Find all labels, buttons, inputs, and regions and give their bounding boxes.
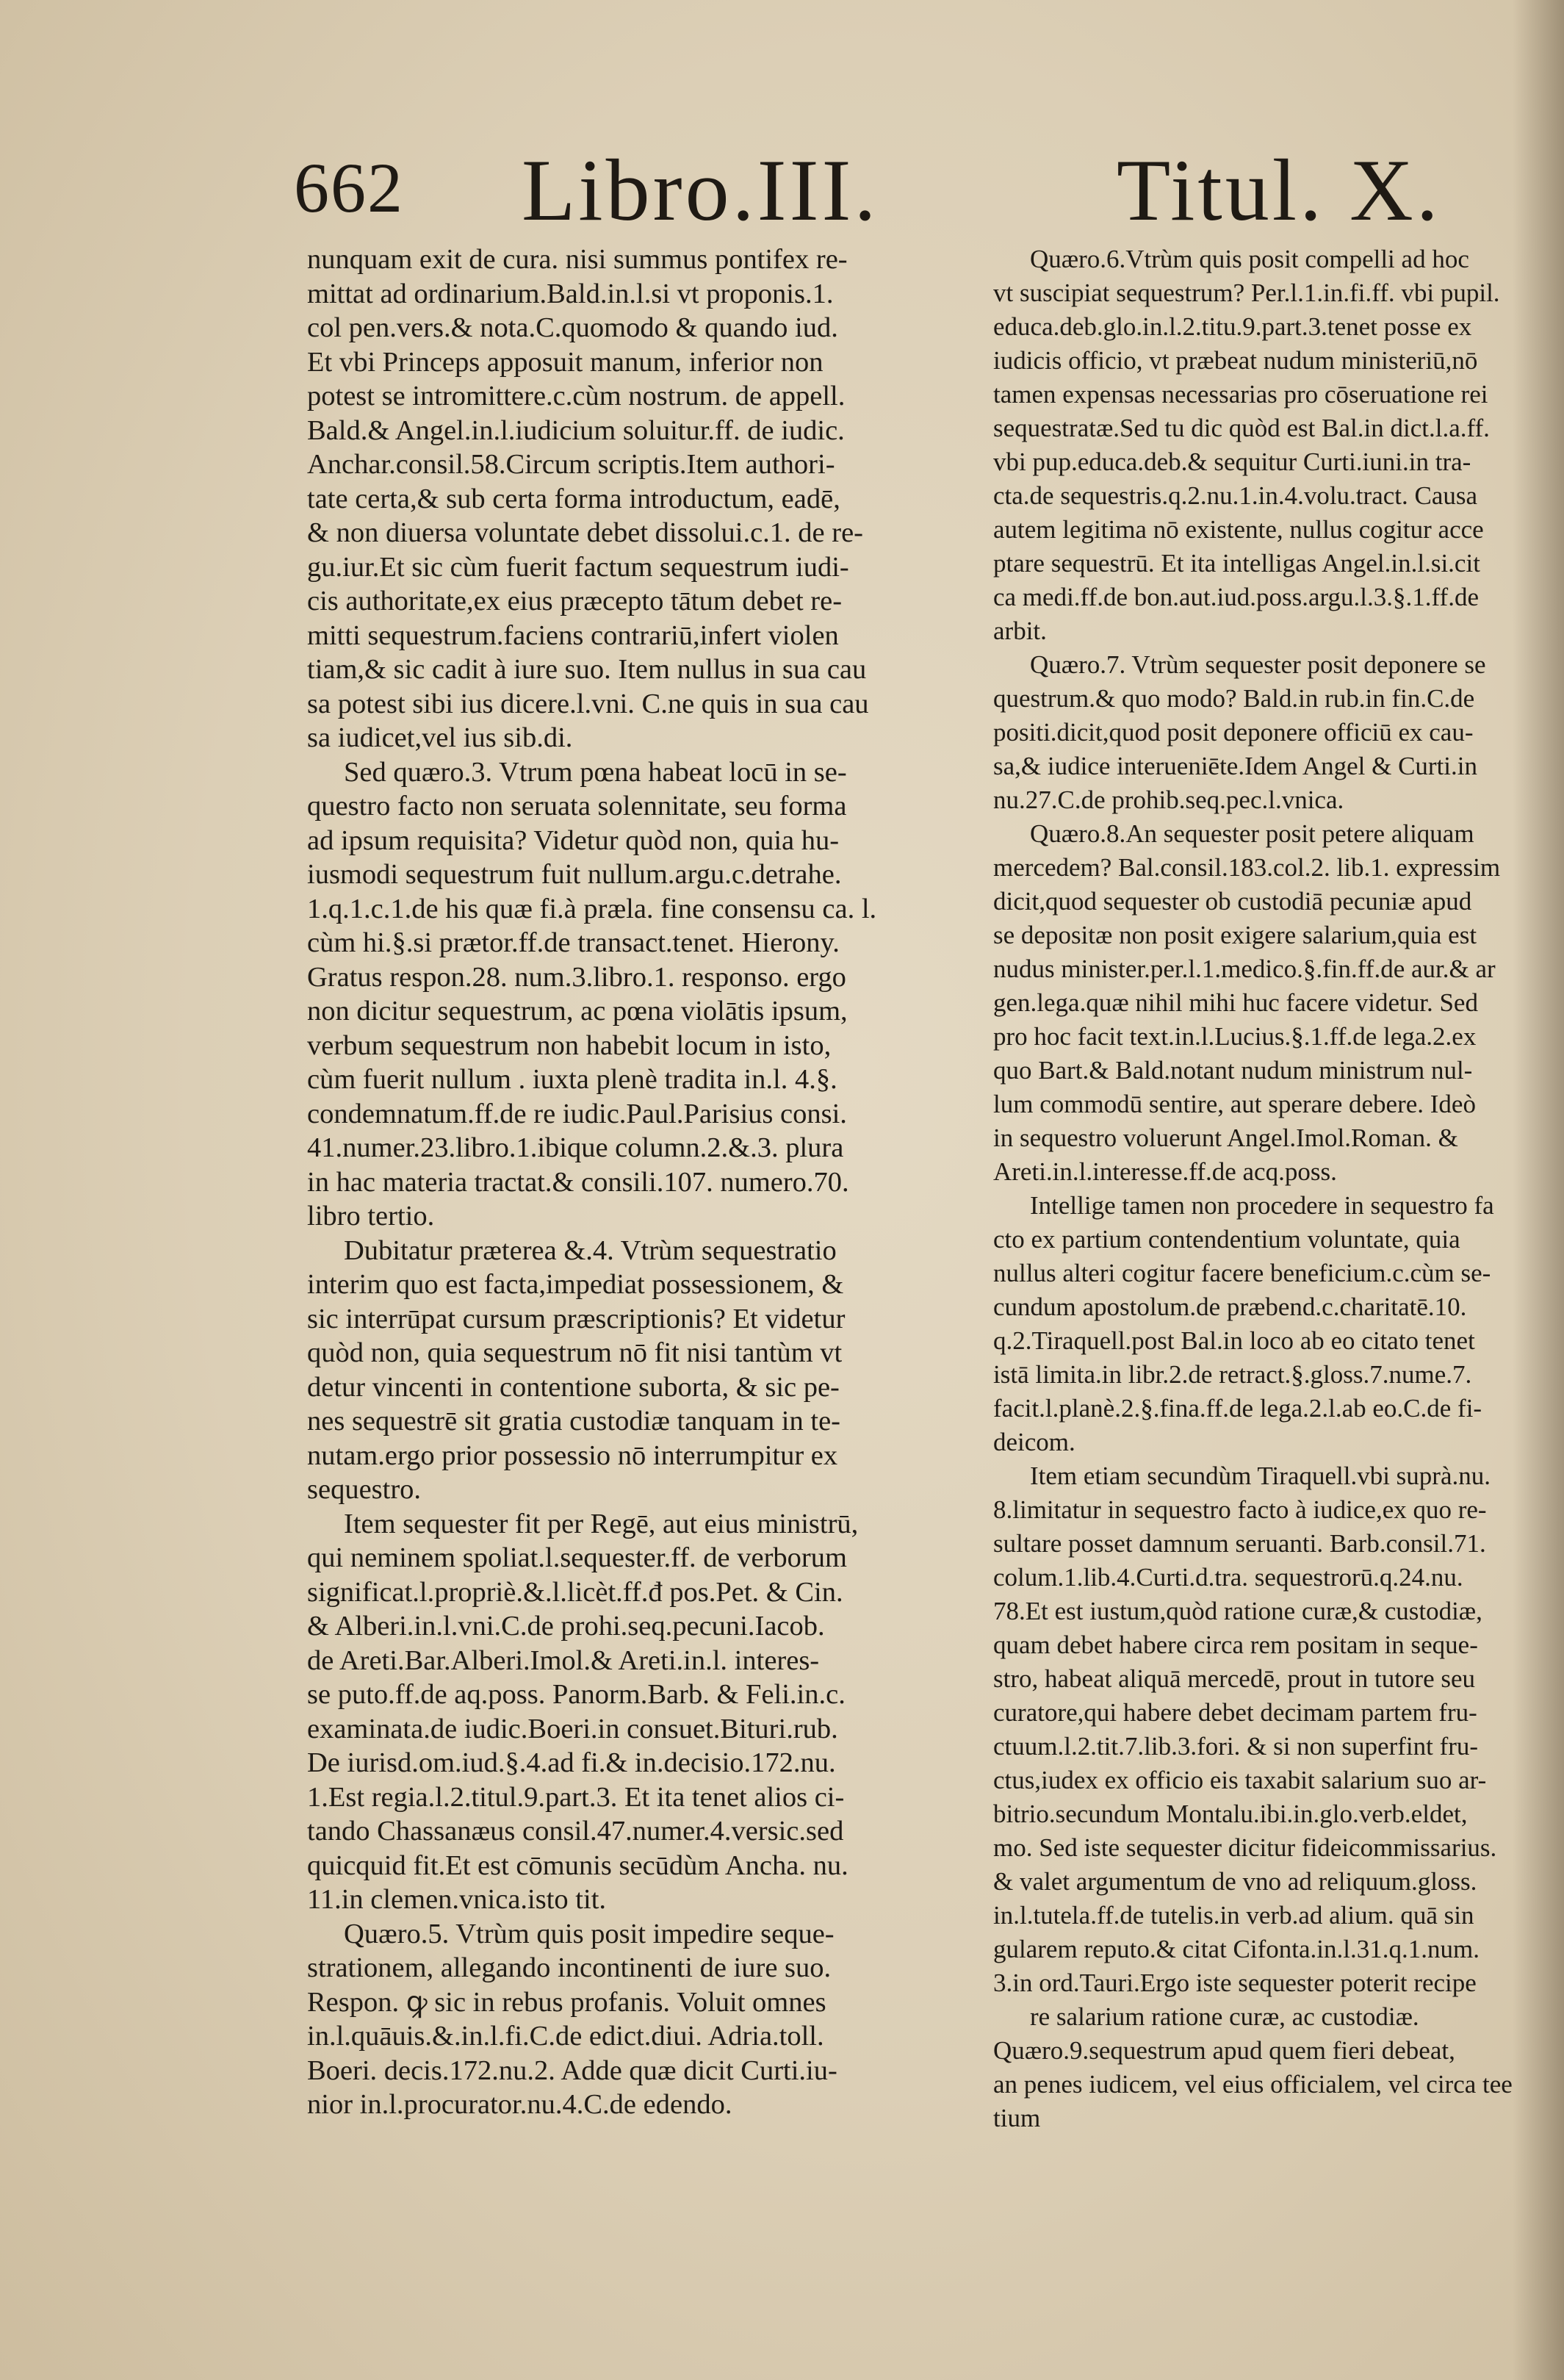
text-line: Quæro.6.Vtrùm quis posit compelli ad hoc	[1030, 245, 1469, 273]
text-line: autem legitima nō existente, nullus cogitur acce	[993, 515, 1484, 544]
text-line: interim quo est facta,impediat possessionem, &	[307, 1269, 844, 1300]
text-line: nior in.l.procurator.nu.4.C.de edendo.	[307, 2089, 732, 2120]
text-line: Boeri. decis.172.nu.2. Adde quæ dicit Curti.iu-	[307, 2054, 837, 2086]
text-line: nutam.ergo prior possessio nō interrumpitur ex	[307, 1439, 838, 1471]
text-line: facit.l.planè.2.§.fina.ff.de lega.2.l.ab eo.C.de fi-	[993, 1394, 1482, 1423]
text-line: tiam,& sic cadit à iure suo. Item nullus in sua cau	[307, 654, 867, 685]
text-line: questro facto non seruata solennitate, seu forma	[307, 791, 847, 822]
text-line: de Areti.Bar.Alberi.Imol.& Areti.in.l. interes-	[307, 1644, 820, 1676]
text-line: in sequestro voluerunt Angel.Imol.Roman. &	[993, 1124, 1458, 1152]
text-line: in hac materia tractat.& consili.107. numero.70.	[307, 1166, 849, 1198]
text-line: q.2.Tiraquell.post Bal.in loco ab eo citato tenet	[993, 1326, 1475, 1355]
text-line: ca medi.ff.de bon.aut.iud.poss.argu.l.3.§.1.ff.de	[993, 583, 1479, 611]
text-line: 8.limitatur in sequestro facto à iudice,ex quo re-	[993, 1495, 1487, 1524]
text-line: & non diuersa voluntate debet dissolui.c.1. de re-	[307, 517, 863, 548]
text-line: bitrio.secundum Montalu.ibi.in.glo.verb.eldet,	[993, 1800, 1468, 1828]
text-line: condemnatum.ff.de re iudic.Paul.Parisius consi.	[307, 1098, 847, 1129]
text-line: potest se intromittere.c.cùm nostrum. de appell.	[307, 381, 846, 411]
right-column	[993, 242, 1518, 2135]
text-line: qui neminem spoliat.l.sequester.ff. de verborum	[307, 1542, 847, 1573]
text-line: se depositæ non posit exigere salarium,quia est	[993, 921, 1477, 949]
text-line: nunquam exit de cura. nisi summus pontifex re-	[307, 244, 848, 275]
text-line: quòd non, quia sequestrum nō fit nisi tantùm vt	[307, 1337, 843, 1368]
text-line: sic interrūpat cursum præscriptionis? Et videtur	[307, 1303, 846, 1334]
text-line: detur vincenti in contentione suborta, & sic pe-	[307, 1371, 840, 1403]
text-line: Et vbi Princeps apposuit manum, inferior non	[307, 346, 824, 378]
left-column	[307, 242, 940, 2122]
page-edge-shadow	[1513, 0, 1564, 2380]
text-line: 1.q.1.c.1.de his quæ fi.à præla. fine consensu ca. l.	[307, 893, 877, 924]
text-line: cùm fuerit nullum . iuxta plenè tradita in.l. 4.§.	[307, 1064, 837, 1095]
text-line: nullus alteri cogitur facere beneficium.c.cùm se-	[993, 1259, 1491, 1287]
text-line: & valet argumentum de vno ad reliquum.gloss.	[993, 1867, 1477, 1896]
text-line: gu.iur.Et sic cùm fuerit factum sequestrum iudi-	[307, 551, 849, 583]
text-line: deicom.	[993, 1428, 1075, 1456]
text-line: sultare posset damnum seruanti. Barb.consil.71.	[993, 1529, 1486, 1558]
text-line: cta.de sequestris.q.2.nu.1.in.4.volu.tract. Causa	[993, 481, 1478, 510]
text-line: & Alberi.in.l.vni.C.de prohi.seq.pecuni.Iacob.	[307, 1611, 825, 1642]
text-line: quo Bart.& Bald.notant nudum ministrum nul-	[993, 1056, 1473, 1085]
page-number: 662	[294, 148, 404, 227]
text-line: se puto.ff.de aq.poss. Panorm.Barb. & Feli.in.c.	[307, 1679, 846, 1710]
text-line: 1.Est regia.l.2.titul.9.part.3. Et ita tenet alios ci-	[307, 1781, 845, 1813]
text-line: Areti.in.l.interesse.ff.de acq.poss.	[993, 1157, 1337, 1186]
text-line: gularem reputo.& citat Cifonta.in.l.31.q.1.num.	[993, 1935, 1480, 1963]
text-line: verbum sequestrum non habebit locum in isto,	[307, 1029, 832, 1061]
text-line: sequestratæ.Sed tu dic quòd est Bal.in dict.l.a.ff.	[993, 414, 1490, 442]
text-line: tate certa,& sub certa forma introductum, eadē,	[307, 483, 840, 514]
text-line: Item etiam secundùm Tiraquell.vbi suprà.nu.	[1030, 1462, 1491, 1490]
text-line: nu.27.C.de prohib.seq.pec.l.vnica.	[993, 785, 1344, 814]
text-line: 78.Et est iustum,quòd ratione curæ,& custodiæ,	[993, 1597, 1482, 1625]
text-line: re salarium ratione curæ, ac custodiæ.	[1030, 2002, 1419, 2031]
text-line: Bald.& Angel.in.l.iudicium soluitur.ff. de iudic.	[307, 414, 845, 446]
text-line: mo. Sed iste sequester dicitur fideicommissarius.	[993, 1833, 1497, 1862]
chapter-title: Titul. X.	[1117, 141, 1441, 239]
text-line: vbi pup.educa.deb.& sequitur Curti.iuni.in tra-	[993, 447, 1471, 476]
text-line: educa.deb.glo.in.l.2.titu.9.part.3.tenet posse ex	[993, 312, 1472, 341]
text-line: 41.numer.23.libro.1.ibique column.2.&.3. plura	[307, 1132, 844, 1163]
text-line: sequestro.	[307, 1474, 422, 1505]
page-header	[0, 125, 1564, 242]
text-line: Quæro.7. Vtrùm sequester posit deponere se	[1030, 650, 1486, 679]
text-line: lum commodū sentire, aut sperare debere. Ideò	[993, 1090, 1476, 1118]
text-line: significat.l.propriè.&.l.licèt.ff.đ pos.Pet. & Cin.	[307, 1576, 843, 1608]
text-line: mitti sequestrum.faciens contrariū,infert violen	[307, 619, 839, 651]
text-line: gen.lega.quæ nihil mihi huc facere videtur. Sed	[993, 988, 1478, 1017]
text-line: 11.in clemen.vnica.isto tit.	[307, 1884, 607, 1915]
text-line: Quæro.8.An sequester posit petere aliquam	[1030, 819, 1474, 848]
text-line: questrum.& quo modo? Bald.in rub.in fin.C.de	[993, 684, 1475, 713]
text-line: arbit.	[993, 616, 1047, 645]
text-line: positi.dicit,quod posit deponere officiū ex cau-	[993, 718, 1474, 747]
text-line: ctus,iudex ex officio eis taxabit salarium suo ar-	[993, 1766, 1487, 1794]
text-line: De iurisd.om.iud.§.4.ad fi.& in.decisio.172.nu.	[307, 1747, 836, 1778]
book-title: Libro.III.	[522, 141, 879, 239]
text-line: stro, habeat aliquā mercedē, prout in tutore seu	[993, 1664, 1476, 1693]
text-line: Item sequester fit per Regē, aut eius ministrū,	[344, 1508, 859, 1539]
text-line: colum.1.lib.4.Curti.d.tra. sequestrorū.q.24.nu.	[993, 1563, 1463, 1592]
text-line: sa,& iudice interueniēte.Idem Angel & Curti.in	[993, 752, 1478, 780]
text-line: cundum apostolum.de præbend.c.charitatē.10.	[993, 1293, 1467, 1321]
text-line: nudus minister.per.l.1.medico.§.fin.ff.de aur.& ar	[993, 954, 1496, 983]
text-line: cto ex partium contendentium voluntate, quia	[993, 1225, 1460, 1254]
text-line: ad ipsum requisita? Videtur quòd non, quia hu-	[307, 824, 840, 856]
text-line: Gratus respon.28. num.3.libro.1. responso. ergo	[307, 961, 846, 993]
text-line: quam debet habere circa rem positam in seque-	[993, 1631, 1478, 1659]
text-line: ptare sequestrū. Et ita intelligas Angel.in.l.si.cit	[993, 549, 1480, 578]
text-line: in.l.tutela.ff.de tutelis.in verb.ad alium. quā sin	[993, 1901, 1474, 1930]
text-line: nes sequestrē sit gratia custodiæ tanquam in te-	[307, 1406, 840, 1437]
text-line: mercedem? Bal.consil.183.col.2. lib.1. expressim	[993, 853, 1501, 882]
text-line: col pen.vers.& nota.C.quomodo & quando iud.	[307, 312, 838, 343]
text-line: vt suscipiat sequestrum? Per.l.1.in.fi.ff. vbi pupil.	[993, 278, 1500, 307]
text-line: libro tertio.	[307, 1201, 435, 1232]
text-line: tamen expensas necessarias pro cōseruatione rei	[993, 380, 1488, 409]
text-line: tium	[993, 2104, 1041, 2132]
text-line: iudicis officio, vt præbeat nudum ministeriū,nō	[993, 346, 1478, 375]
text-line: istā limita.in libr.2.de retract.§.gloss.7.nume.7.	[993, 1360, 1472, 1389]
text-line: quicquid fit.Et est cōmunis secūdùm Ancha. nu.	[307, 1849, 848, 1881]
text-line: examinata.de iudic.Boeri.in consuet.Bituri.rub.	[307, 1713, 838, 1744]
text-line: in.l.quāuis.&.in.l.fi.C.de edict.diui. Adria.toll.	[307, 2021, 824, 2052]
text-line: non dicitur sequestrum, ac pœna violātis ipsum,	[307, 996, 848, 1027]
text-line: sa iudicet,vel ius sib.di.	[307, 722, 573, 753]
text-line: tando Chassanæus consil.47.numer.4.versic.sed	[307, 1816, 844, 1847]
text-line: iusmodi sequestrum fuit nullum.argu.c.detrahe.	[307, 859, 842, 890]
text-line: Sed quæro.3. Vtrum pœna habeat locū in se-	[344, 756, 847, 788]
text-line: curatore,qui habere debet decimam partem fru-	[993, 1698, 1477, 1727]
text-line: Quæro.9.sequestrum apud quem fieri debeat,	[993, 2036, 1455, 2065]
text-line: Dubitatur præterea &.4. Vtrùm sequestratio	[344, 1234, 837, 1266]
text-line: cis authoritate,ex eius præcepto tātum debet re-	[307, 586, 843, 616]
text-line: Anchar.consil.58.Circum scriptis.Item authori-	[307, 449, 835, 480]
text-line: ctuum.l.2.tit.7.lib.3.fori. & si non superfint fru-	[993, 1732, 1479, 1761]
text-line: an penes iudicem, vel eius officialem, vel circa tee	[993, 2070, 1513, 2099]
text-line: Quæro.5. Vtrùm quis posit impedire seque-	[344, 1918, 835, 1949]
text-line: Respon. ꝙ sic in rebus profanis. Voluit omnes	[307, 1986, 826, 2018]
text-line: mittat ad ordinarium.Bald.in.l.si vt proponis.1.	[307, 278, 834, 309]
text-line: Intellige tamen non procedere in sequestro fa	[1030, 1191, 1494, 1220]
text-line: pro hoc facit text.in.l.Lucius.§.1.ff.de lega.2.ex	[993, 1022, 1477, 1051]
text-line: dicit,quod sequester ob custodiā pecuniæ apud	[993, 887, 1472, 916]
text-line: cùm hi.§.si prætor.ff.de transact.tenet. Hierony.	[307, 927, 840, 958]
text-line: 3.in ord.Tauri.Ergo iste sequester poterit recipe	[993, 1969, 1477, 1997]
text-line: strationem, allegando incontinenti de iure suo.	[307, 1952, 832, 1983]
text-line: sa potest sibi ius dicere.l.vni. C.ne quis in sua cau	[307, 688, 869, 719]
